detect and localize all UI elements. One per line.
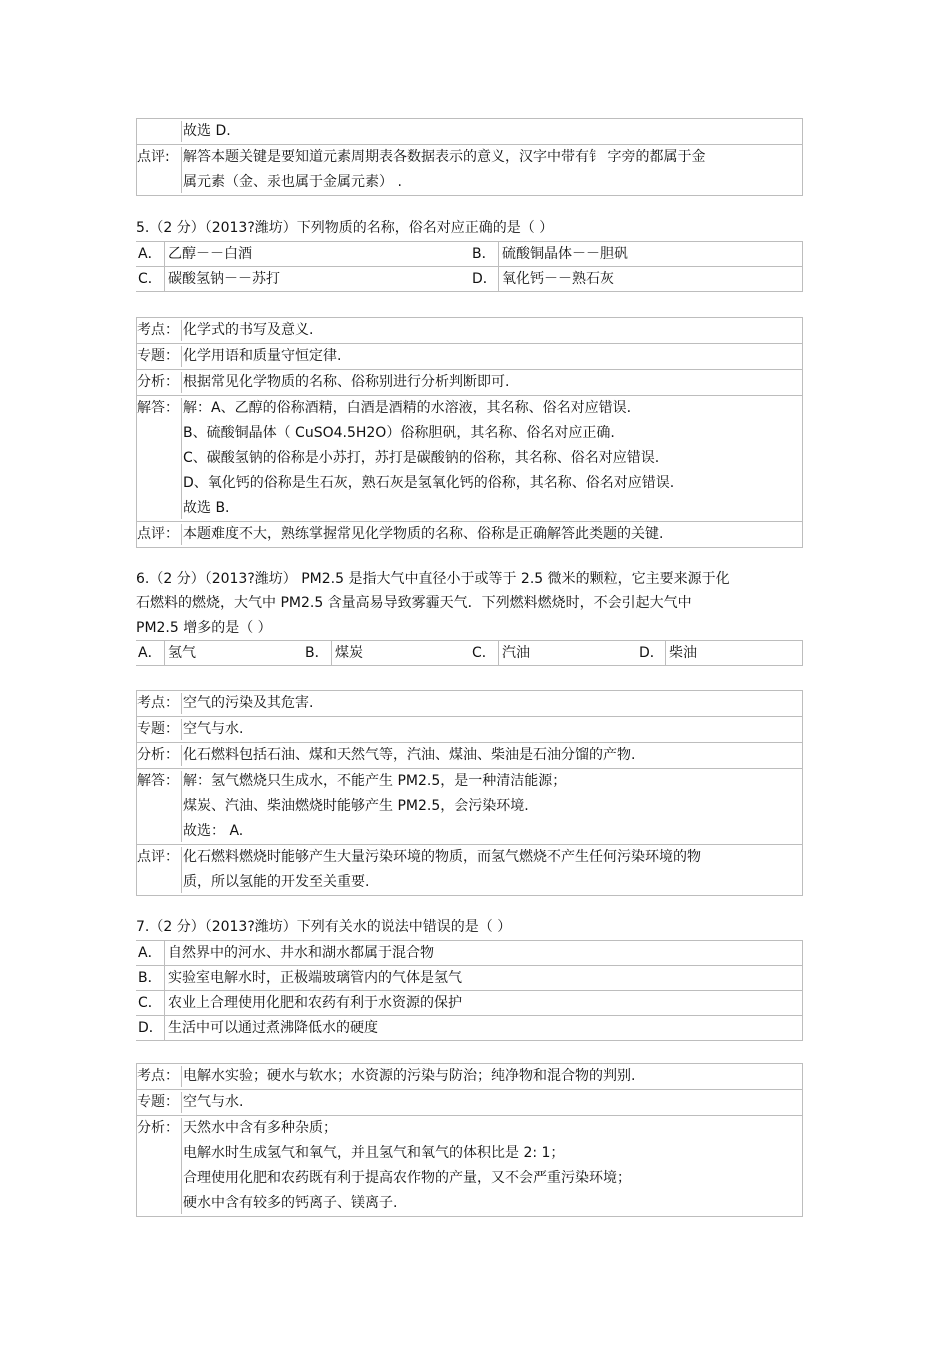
q6-fenxi-row — [136, 742, 803, 768]
column-divider — [181, 719, 182, 740]
option-key: A． — [138, 246, 162, 262]
option-key: C． — [472, 645, 496, 661]
option-cell — [138, 941, 434, 965]
kaodian-label: 考点： — [137, 1068, 179, 1084]
q5-jieda-line: 故选 B. — [183, 500, 230, 516]
column-divider — [181, 372, 182, 393]
q7-fenxi-line: 合理使用化肥和农药既有利于提高农作物的产量，又不会严重污染环境； — [183, 1170, 631, 1186]
option-divider — [498, 641, 499, 665]
option-cell — [138, 966, 462, 990]
column-divider — [181, 771, 182, 842]
q7-fenxi-line: 天然水中含有多种杂质； — [183, 1120, 337, 1136]
column-divider — [181, 693, 182, 714]
jieda-label: 解答： — [137, 773, 179, 789]
q5-options-row-1 — [136, 242, 803, 266]
option-divider — [498, 267, 499, 291]
option-key: A． — [138, 945, 162, 961]
option-key: A． — [138, 645, 162, 661]
option-divider — [802, 641, 803, 665]
option-text: 乙醇－－白酒 — [168, 246, 252, 262]
zhuanti-label: 专题： — [137, 1094, 179, 1110]
q7-option-d[interactable] — [136, 1015, 803, 1040]
option-divider — [164, 941, 165, 965]
q6-dianping-line: 化石燃料燃烧时能够产生大量污染环境的物质，而氢气燃烧不产生任何污染环境的物 — [183, 849, 701, 865]
q7-options — [136, 940, 803, 1041]
column-divider — [181, 745, 182, 766]
q7-analysis — [136, 1063, 803, 1217]
q5-kaodian: 化学式的书写及意义. — [183, 322, 314, 338]
q6-jieda-line: 煤炭、汽油、柴油燃烧时能够产生 PM2.5，会污染环境. — [183, 798, 529, 814]
column-divider — [181, 1118, 182, 1214]
q7-stem: 7.（2 分）（2013?潍坊）下列有关水的说法中错误的是（ ） — [136, 919, 512, 935]
q5-jieda-line: B、硫酸铜晶体（ CuSO4.5H2O）俗称胆矾，其名称、俗名对应正确. — [183, 425, 615, 441]
q6-stem-line-3: PM2.5 增多的是（ ） — [136, 620, 272, 636]
q5-options — [136, 241, 803, 292]
option-text: 碳酸氢钠－－苏打 — [168, 271, 280, 287]
q6-option-b[interactable] — [305, 641, 363, 665]
option-text: 生活中可以通过煮沸降低水的硬度 — [168, 1020, 378, 1036]
q6-stem-line-2: 石燃料的燃烧，大气中 PM2.5 含量高易导致雾霾天气．下列燃料燃烧时，不会引起大气中 — [136, 595, 692, 611]
option-text: 柴油 — [669, 645, 697, 661]
q6-dianping-row — [136, 844, 803, 895]
option-text: 自然界中的河水、井水和湖水都属于混合物 — [168, 945, 434, 961]
q4-conclusion-row — [136, 118, 803, 144]
q6-zhuanti: 空气与水. — [183, 721, 244, 737]
option-divider — [498, 242, 499, 266]
q5-jieda-line: D、氧化钙的俗称是生石灰，熟石灰是氢氧化钙的俗称，其名称、俗名对应错误. — [183, 475, 675, 491]
q6-kaodian-row — [136, 690, 803, 716]
option-divider — [164, 267, 165, 291]
option-divider — [802, 267, 803, 291]
option-text: 氧化钙－－熟石灰 — [502, 271, 614, 287]
q4-comment-row — [136, 144, 803, 195]
q6-options-row — [136, 641, 803, 665]
q7-fenxi-line: 硬水中含有较多的钙离子、镁离子. — [183, 1195, 398, 1211]
q5-fenxi-row — [136, 369, 803, 395]
q5-option-d[interactable] — [472, 267, 614, 291]
q6-zhuanti-row — [136, 716, 803, 742]
fenxi-label: 分析： — [137, 747, 179, 763]
comment-label: 点评: — [137, 149, 170, 165]
q7-zhuanti: 空气与水. — [183, 1094, 244, 1110]
q6-jieda-line: 解：氢气燃烧只生成水，不能产生 PM2.5，是一种清洁能源； — [183, 773, 567, 789]
dianping-label: 点评： — [137, 849, 179, 865]
q7-kaodian-row — [136, 1063, 803, 1089]
q5-options-row-2 — [136, 266, 803, 291]
column-divider — [181, 847, 182, 893]
fenxi-label: 分析： — [137, 1120, 179, 1136]
q7-option-c[interactable] — [136, 990, 803, 1015]
option-divider — [164, 1016, 165, 1040]
option-key: D． — [639, 645, 664, 661]
option-divider — [802, 242, 803, 266]
q7-kaodian: 电解水实验；硬水与软水；水资源的污染与防治；纯净物和混合物的判别. — [183, 1068, 636, 1084]
q5-jieda-line: 解：A、乙醇的俗称酒精，白酒是酒精的水溶液，其名称、俗名对应错误. — [183, 400, 632, 416]
option-divider — [802, 991, 803, 1015]
option-text: 实验室电解水时，正极端玻璃管内的气体是氢气 — [168, 970, 462, 986]
q6-dianping-line: 质，所以氢能的开发至关重要. — [183, 874, 370, 890]
q7-fenxi-row — [136, 1115, 803, 1216]
q6-jieda-line: 故选： A. — [183, 823, 244, 839]
q6-option-a[interactable] — [138, 641, 196, 665]
fenxi-label: 分析： — [137, 374, 179, 390]
q7-fenxi-line: 电解水时生成氢气和氧气，并且氢气和氧气的体积比是 2: 1； — [183, 1145, 565, 1161]
option-text: 硫酸铜晶体－－胆矾 — [502, 246, 628, 262]
option-key: D． — [138, 1020, 163, 1036]
q4-comment-line-1: 解答本题关键是要知道元素周期表各数据表示的意义，汉字中带有钅 字旁的都属于金 — [183, 149, 706, 165]
q6-option-d[interactable] — [639, 641, 697, 665]
option-text: 煤炭 — [335, 645, 363, 661]
q6-stem-line-1: 6.（2 分）（2013?潍坊） PM2.5 是指大气中直径小于或等于 2.5 微米的颗粒，它主要来源于化 — [136, 571, 730, 587]
option-key: C． — [138, 995, 162, 1011]
zhuanti-label: 专题： — [137, 721, 179, 737]
option-key: C． — [138, 271, 162, 287]
column-divider — [181, 1066, 182, 1087]
jieda-label: 解答： — [137, 400, 179, 416]
option-text: 农业上合理使用化肥和农药有利于水资源的保护 — [168, 995, 462, 1011]
option-divider — [665, 641, 666, 665]
q6-jieda-row — [136, 768, 803, 844]
q5-option-b[interactable] — [472, 242, 628, 266]
option-text: 氢气 — [168, 645, 196, 661]
q4-comment-line-2: 属元素（金、汞也属于金属元素） . — [183, 174, 402, 190]
q7-option-b[interactable] — [136, 965, 803, 990]
column-divider — [181, 147, 182, 193]
dianping-label: 点评： — [137, 526, 179, 542]
option-divider — [331, 641, 332, 665]
q6-fenxi: 化石燃料包括石油、煤和天然气等，汽油、煤油、柴油是石油分馏的产物. — [183, 747, 636, 763]
kaodian-label: 考点： — [137, 322, 179, 338]
q6-options — [136, 640, 803, 666]
column-divider — [181, 524, 182, 545]
column-divider — [181, 320, 182, 341]
option-divider — [802, 941, 803, 965]
q5-zhuanti-row — [136, 343, 803, 369]
q6-kaodian: 空气的污染及其危害. — [183, 695, 314, 711]
q6-option-c[interactable] — [472, 641, 530, 665]
q4-conclusion: 故选 D. — [183, 123, 231, 139]
column-divider — [181, 1092, 182, 1113]
column-divider — [181, 121, 182, 142]
q5-analysis — [136, 317, 803, 548]
q5-zhuanti: 化学用语和质量守恒定律. — [183, 348, 342, 364]
q5-kaodian-row — [136, 317, 803, 343]
q5-option-a[interactable] — [138, 242, 252, 266]
q5-jieda-row — [136, 395, 803, 521]
option-divider — [802, 1016, 803, 1040]
option-cell — [138, 991, 462, 1015]
q5-jieda-line: C、碳酸氢钠的俗称是小苏打，苏打是碳酸钠的俗称，其名称、俗名对应错误. — [183, 450, 660, 466]
option-cell — [138, 1016, 378, 1040]
q6-analysis — [136, 690, 803, 896]
q5-fenxi: 根据常见化学物质的名称、俗称别进行分析判断即可. — [183, 374, 510, 390]
option-key: B． — [472, 246, 496, 262]
option-divider — [164, 242, 165, 266]
q5-option-c[interactable] — [138, 267, 280, 291]
zhuanti-label: 专题： — [137, 348, 179, 364]
column-divider — [181, 346, 182, 367]
q5-dianping: 本题难度不大，熟练掌握常见化学物质的名称、俗称是正确解答此类题的关键. — [183, 526, 664, 542]
q4-analysis-tail — [136, 118, 803, 196]
column-divider — [181, 398, 182, 519]
kaodian-label: 考点： — [137, 695, 179, 711]
option-key: B． — [138, 970, 162, 986]
option-divider — [164, 641, 165, 665]
q5-stem: 5.（2 分）（2013?潍坊）下列物质的名称，俗名对应正确的是（ ） — [136, 220, 554, 236]
option-divider — [164, 991, 165, 1015]
q7-zhuanti-row — [136, 1089, 803, 1115]
option-divider — [802, 966, 803, 990]
q5-dianping-row — [136, 521, 803, 547]
q7-option-a[interactable] — [136, 941, 803, 965]
option-key: B． — [305, 645, 329, 661]
option-key: D． — [472, 271, 497, 287]
option-text: 汽油 — [502, 645, 530, 661]
option-divider — [164, 966, 165, 990]
